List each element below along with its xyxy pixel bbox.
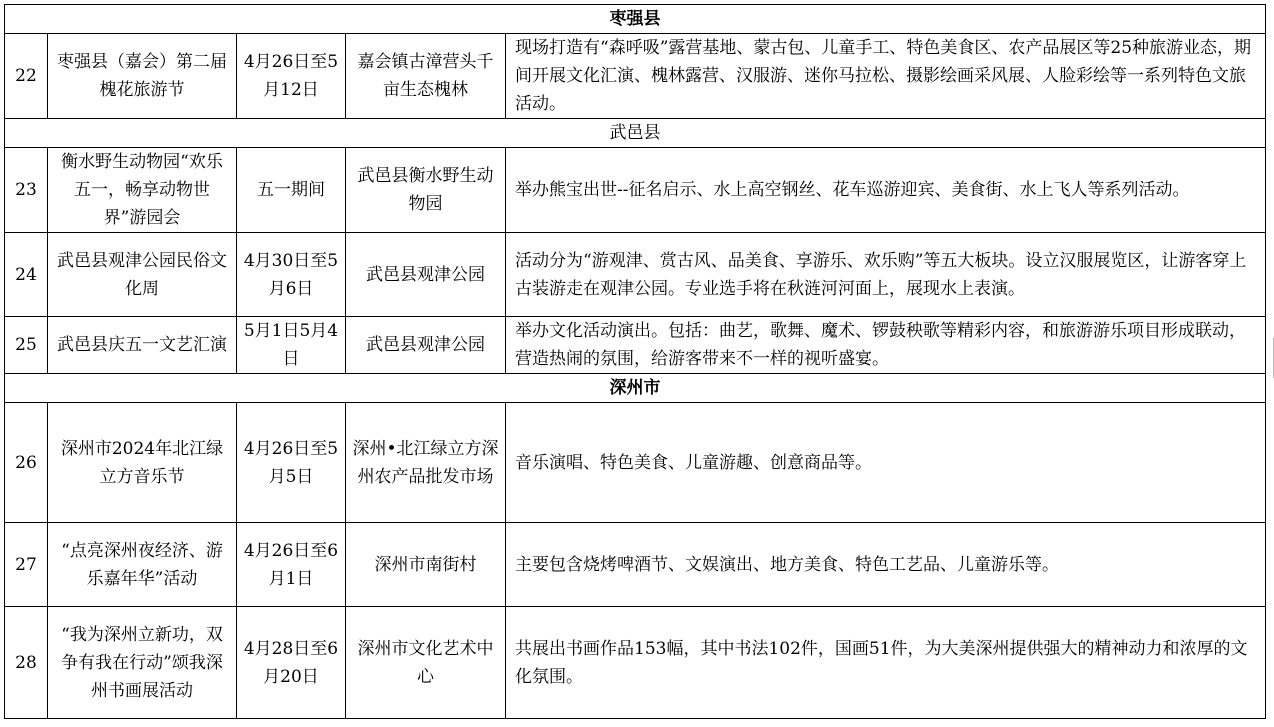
row-number: 22 — [5, 34, 48, 119]
row-number: 26 — [5, 403, 48, 523]
event-name: 武邑县观津公园民俗文化周 — [48, 233, 237, 317]
event-description: 音乐演唱、特色美食、儿童游趣、创意商品等。 — [506, 403, 1266, 523]
event-place: 武邑县观津公园 — [346, 233, 506, 317]
event-time: 4月30日至5月6日 — [237, 233, 346, 317]
event-name: “我为深州立新功，双争有我在行动”颂我深州书画展活动 — [48, 607, 237, 719]
event-time: 4月26日至6月1日 — [237, 523, 346, 607]
event-description: 举办熊宝出世--征名启示、水上高空钢丝、花车巡游迎宾、美食街、水上飞人等系列活动。 — [506, 148, 1266, 233]
section-title: 枣强县 — [5, 5, 1266, 34]
events-table — [4, 4, 1266, 719]
section-title: 武邑县 — [5, 119, 1266, 148]
event-place: 嘉会镇古漳营头千亩生态槐林 — [346, 34, 506, 119]
event-name: 枣强县（嘉会）第二届槐花旅游节 — [48, 34, 237, 119]
row-number: 27 — [5, 523, 48, 607]
row-number: 25 — [5, 317, 48, 374]
event-name: “点亮深州夜经济、游乐嘉年华”活动 — [48, 523, 237, 607]
table-row — [5, 148, 1266, 233]
event-place: 深州•北江绿立方深州农产品批发市场 — [346, 403, 506, 523]
event-place: 武邑县衡水野生动物园 — [346, 148, 506, 233]
event-time: 五一期间 — [237, 148, 346, 233]
section-header-shenzhou — [5, 374, 1266, 403]
event-place: 武邑县观津公园 — [346, 317, 506, 374]
table-row — [5, 607, 1266, 719]
table-row — [5, 233, 1266, 317]
event-description: 现场打造有“森呼吸”露营基地、蒙古包、儿童手工、特色美食区、农产品展区等25种旅游业态，期间开展文化汇演、槐林露营、汉服游、迷你马拉松、摄影绘画采风展、人脸彩绘等一系列特色文旅活动。 — [506, 34, 1266, 119]
row-number: 24 — [5, 233, 48, 317]
event-description: 主要包含烧烤啤酒节、文娱演出、地方美食、特色工艺品、儿童游乐等。 — [506, 523, 1266, 607]
row-number: 23 — [5, 148, 48, 233]
table-row — [5, 317, 1266, 374]
event-place: 深州市文化艺术中心 — [346, 607, 506, 719]
table-row — [5, 523, 1266, 607]
event-place: 深州市南街村 — [346, 523, 506, 607]
event-description: 活动分为“游观津、赏古风、品美食、享游乐、欢乐购”等五大板块。设立汉服展览区，让游客穿上古装游走在观津公园。专业选手将在秋涟河河面上，展现水上表演。 — [506, 233, 1266, 317]
table-row — [5, 34, 1266, 119]
event-name: 武邑县庆五一文艺汇演 — [48, 317, 237, 374]
event-time: 4月28日至6月20日 — [237, 607, 346, 719]
section-title: 深州市 — [5, 374, 1266, 403]
event-time: 5月1日5月4日 — [237, 317, 346, 374]
event-description: 举办文化活动演出。包括：曲艺，歌舞、魔术、锣鼓秧歌等精彩内容，和旅游游乐项目形成联动，营造热闹的氛围，给游客带来不一样的视听盛宴。 — [506, 317, 1266, 374]
page-edge-marker — [1269, 338, 1274, 378]
event-description: 共展出书画作品153幅，其中书法102件，国画51件，为大美深州提供强大的精神动力和浓厚的文化氛围。 — [506, 607, 1266, 719]
section-header-zaoqiang — [5, 5, 1266, 34]
section-header-wuyi — [5, 119, 1266, 148]
event-time: 4月26日至5月5日 — [237, 403, 346, 523]
event-time: 4月26日至5月12日 — [237, 34, 346, 119]
event-name: 深州市2024年北江绿立方音乐节 — [48, 403, 237, 523]
table-row — [5, 403, 1266, 523]
event-name: 衡水野生动物园“欢乐五一，畅享动物世界”游园会 — [48, 148, 237, 233]
row-number: 28 — [5, 607, 48, 719]
